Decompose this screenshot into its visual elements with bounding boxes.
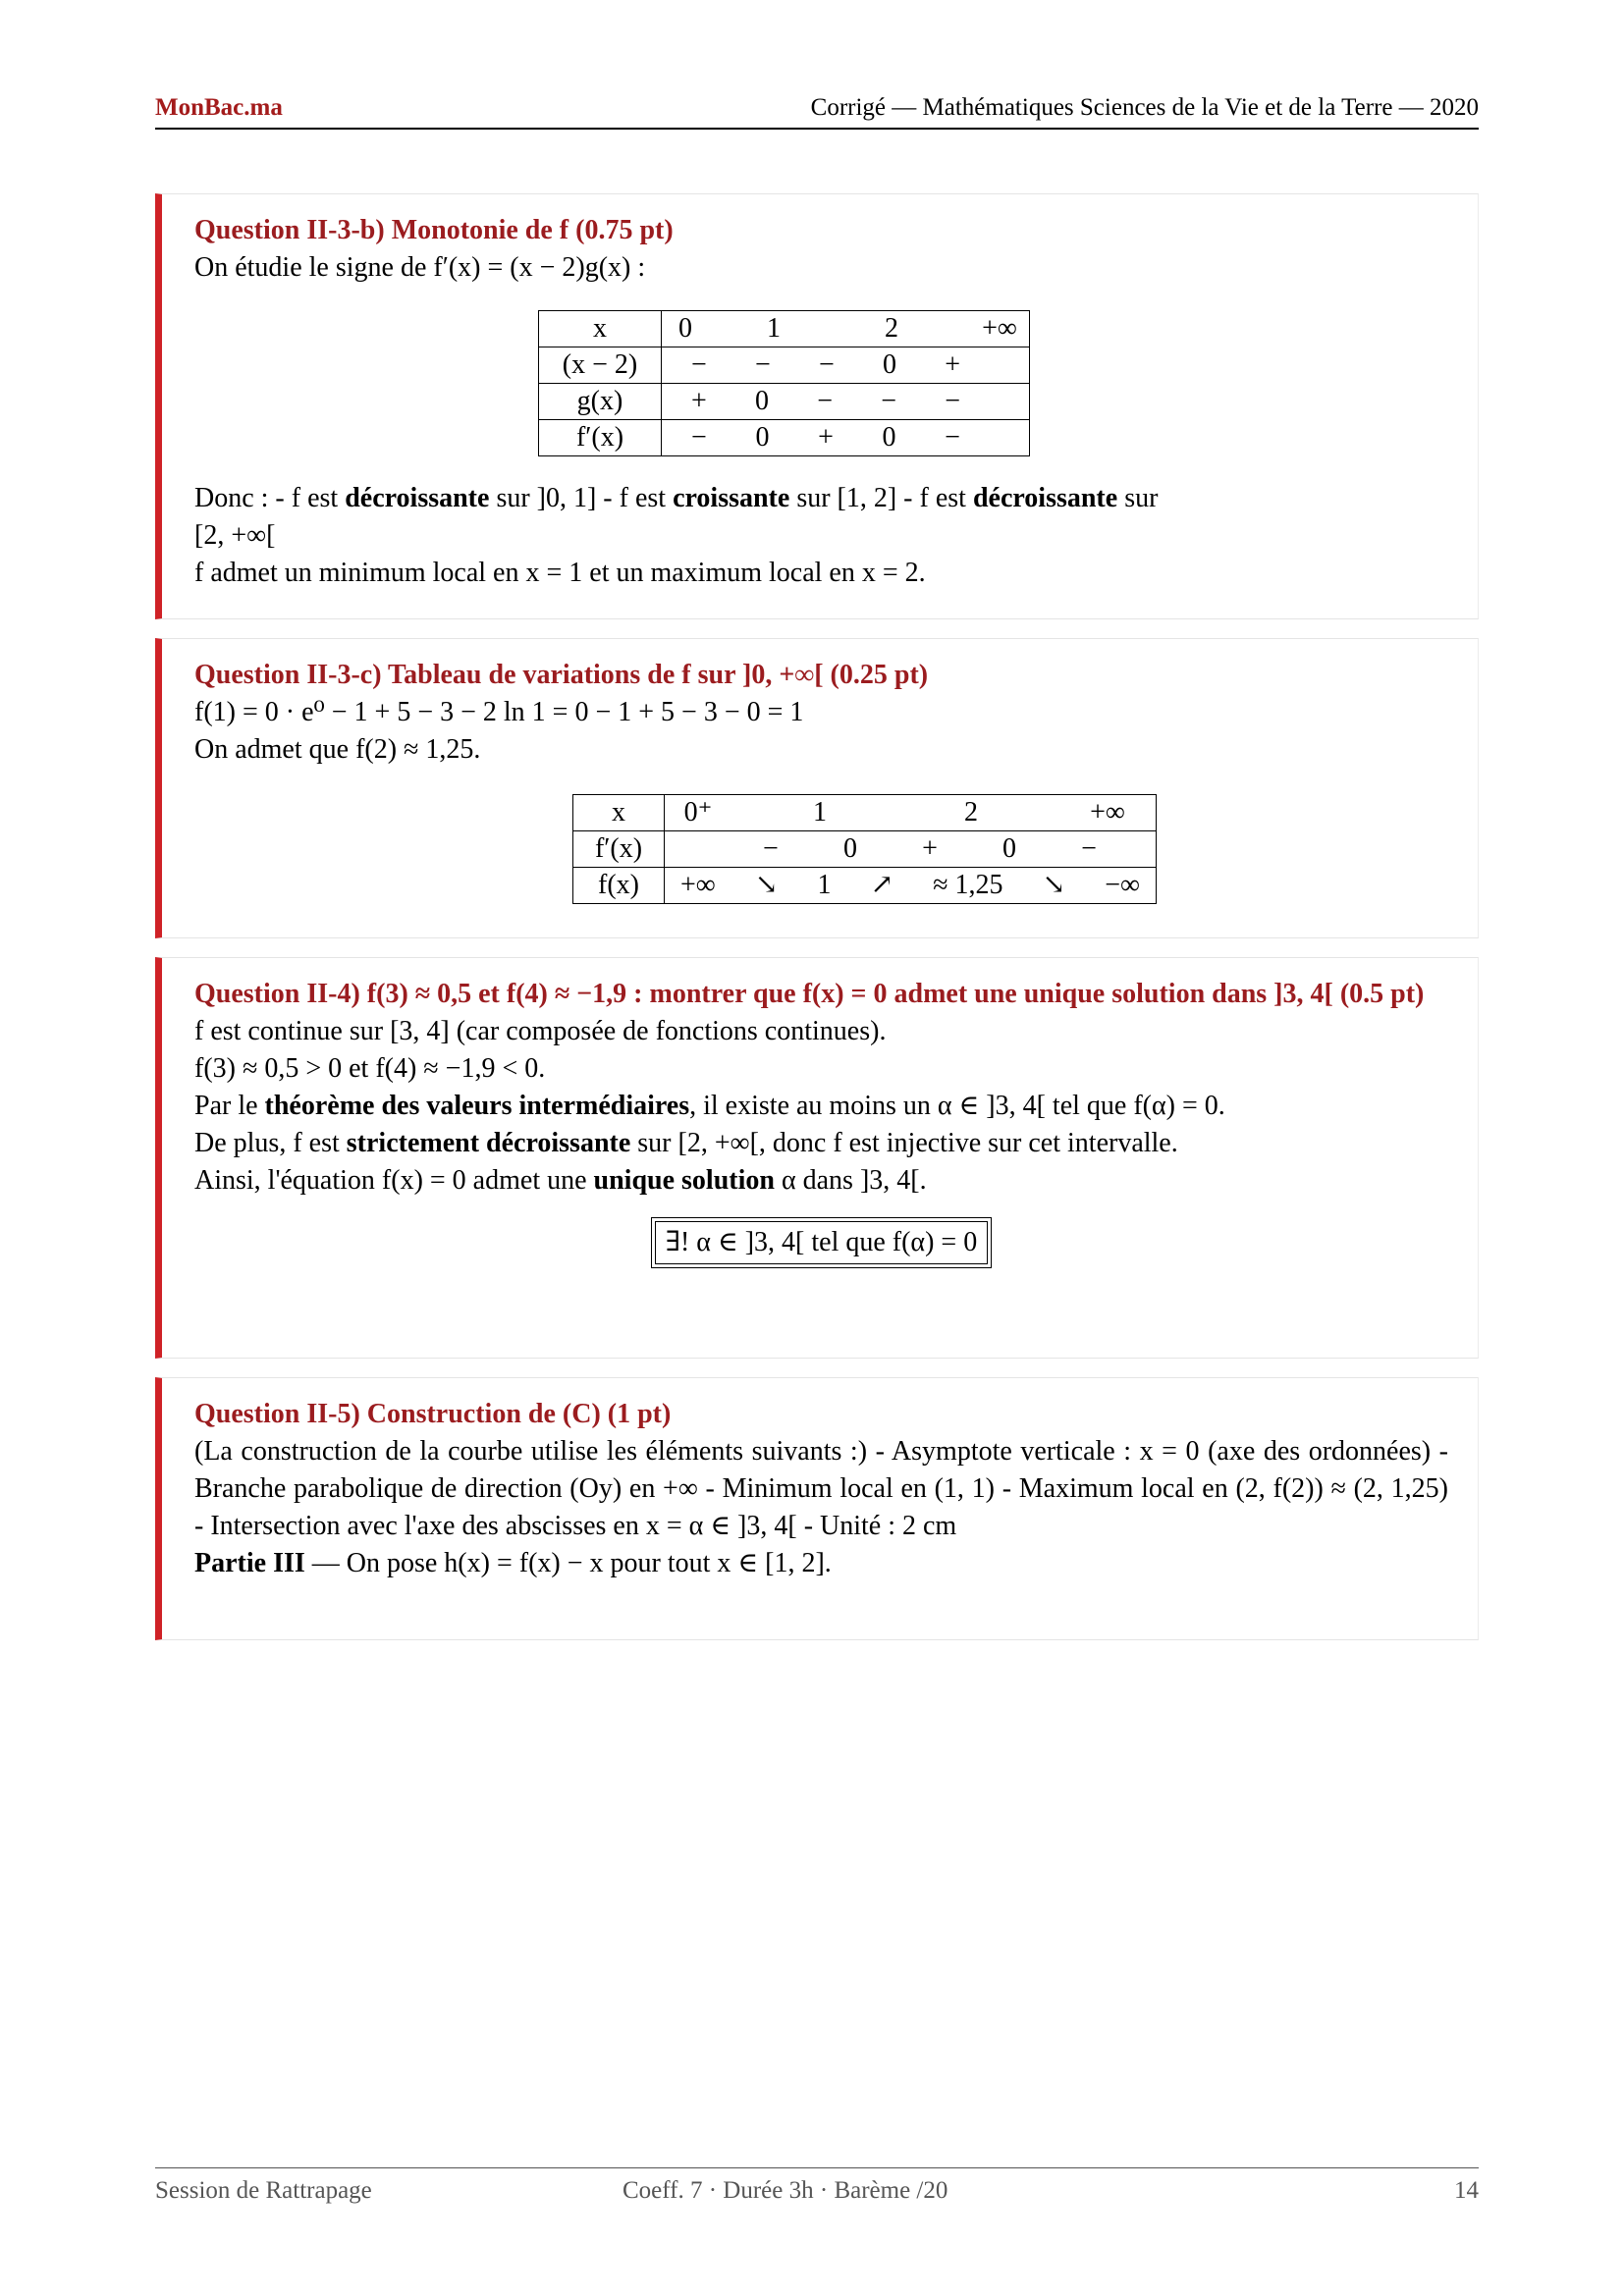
table-row xyxy=(539,347,1030,384)
row-label: f(x) xyxy=(573,868,665,904)
table-cell: x xyxy=(539,311,662,347)
table-cell: x xyxy=(573,795,665,831)
table-cell: 0 xyxy=(1002,833,1017,864)
question-box-unique-solution xyxy=(155,957,1479,1359)
question-title: Question II-3-c) Tableau de variations de f sur ]0, +∞[ (0.25 pt) xyxy=(194,660,929,690)
table-cell: +∞ xyxy=(982,313,1017,344)
question-title: Question II-5) Construction de (C) (1 pt) xyxy=(194,1399,672,1429)
table-cell: 0 xyxy=(755,422,770,453)
table-cell: + xyxy=(691,386,707,416)
table-cell: 1 xyxy=(817,870,832,900)
bold-term: décroissante xyxy=(345,483,490,513)
table-cell: 0⁺ xyxy=(683,797,713,828)
text-line xyxy=(194,1125,1448,1162)
table-cell: 0 xyxy=(882,422,896,453)
variation-table xyxy=(572,794,1157,904)
table-cell: 1 xyxy=(813,797,827,828)
question-box-construction xyxy=(155,1377,1479,1640)
table-cell: − xyxy=(763,833,779,864)
table-cell xyxy=(665,795,1157,831)
footer-session: Session de Rattrapage xyxy=(155,2177,372,2204)
table-cell: 1 xyxy=(767,313,781,344)
bold-term: théorème des valeurs intermédiaires xyxy=(264,1091,690,1121)
boxed-result-text: ∃! α ∈ ]3, 4[ tel que f(α) = 0 xyxy=(655,1221,988,1264)
brand-name: MonBac.ma xyxy=(155,94,283,121)
bold-term: croissante xyxy=(673,483,790,513)
table-cell: −∞ xyxy=(1105,870,1140,900)
part-three-line xyxy=(194,1545,1448,1582)
table-row xyxy=(573,868,1157,904)
bold-term: strictement décroissante xyxy=(346,1128,631,1158)
table-cell: + xyxy=(945,349,960,380)
question-box-variations xyxy=(155,638,1479,938)
conclusion-line xyxy=(194,480,1448,517)
question-box-monotonie xyxy=(155,193,1479,619)
boxed-result xyxy=(651,1217,992,1268)
table-cell: − xyxy=(1081,833,1097,864)
row-label: f′(x) xyxy=(539,420,662,456)
footer-divider xyxy=(155,2167,1479,2168)
text-span: , il existe au moins un α ∈ ]3, 4[ tel que f(α) = 0. xyxy=(689,1091,1225,1121)
table-cell: − xyxy=(755,349,771,380)
page-number: 14 xyxy=(1454,2177,1479,2204)
row-label: (x − 2) xyxy=(539,347,662,384)
question-title: Question II-3-b) Monotonie de f (0.75 pt) xyxy=(194,215,674,245)
question-intro: On étudie le signe de f′(x) = (x − 2)g(x) : xyxy=(194,252,646,283)
text-line xyxy=(194,1162,1448,1200)
table-cell xyxy=(665,868,1157,904)
part-label: Partie III xyxy=(194,1548,305,1578)
table-cell: − xyxy=(691,349,707,380)
table-cell xyxy=(662,420,1030,456)
table-cell: − xyxy=(881,386,896,416)
table-cell: +∞ xyxy=(680,870,716,900)
sign-table-header xyxy=(539,311,1030,347)
table-cell: − xyxy=(817,386,833,416)
bold-term: unique solution xyxy=(593,1165,775,1196)
decrease-arrow: ↘ xyxy=(1042,870,1066,900)
increase-arrow: ↗ xyxy=(870,870,894,900)
text-span: Par le xyxy=(194,1091,265,1121)
table-cell: +∞ xyxy=(1090,797,1125,828)
text-span: sur [1, 2] - f est xyxy=(789,483,973,513)
decrease-arrow: ↘ xyxy=(754,870,779,900)
table-cell: − xyxy=(819,349,835,380)
row-label: f′(x) xyxy=(573,831,665,868)
text-span: — On pose h(x) = f(x) − x pour tout x ∈ [1, 2]. xyxy=(304,1548,832,1578)
text-span: α dans ]3, 4[. xyxy=(774,1165,927,1196)
table-cell: 0 xyxy=(678,313,692,344)
sign-table xyxy=(538,310,1030,456)
row-label: g(x) xyxy=(539,384,662,420)
footer-info: Coeff. 7 · Durée 3h · Barème /20 xyxy=(623,2177,948,2204)
table-cell: − xyxy=(945,422,960,453)
text-span: Ainsi, l'équation f(x) = 0 admet une xyxy=(194,1165,594,1196)
table-cell: 2 xyxy=(885,313,898,344)
table-row xyxy=(539,420,1030,456)
table-cell: ≈ 1,25 xyxy=(933,870,1003,900)
table-cell xyxy=(665,831,1157,868)
table-cell xyxy=(662,311,1030,347)
construction-text: (La construction de la courbe utilise les éléments suivants :) - Asymptote verticale : x = 0 (axe des ordonnées) - Branche parabolique de direction (Oy) en +∞ - Minimum local en (1, 1) - Maximum local en (2, f(2)) ≈ (2, 1,25) - Intersection avec l'axe des abscisses en x = α ∈ ]3, 4[ - Unité : 2 cm xyxy=(194,1436,1448,1541)
bold-term: décroissante xyxy=(972,483,1118,513)
assumption-line: On admet que f(2) ≈ 1,25. xyxy=(194,734,481,765)
table-row xyxy=(573,831,1157,868)
question-title: Question II-4) f(3) ≈ 0,5 et f(4) ≈ −1,9 : montrer que f(x) = 0 admet une unique solution dans ]3, 4[ (0.5 pt) xyxy=(194,979,1425,1009)
variation-header xyxy=(573,795,1157,831)
boxed-result-wrapper xyxy=(194,1217,1448,1268)
table-cell: 0 xyxy=(755,386,769,416)
text-span: sur xyxy=(1117,483,1159,513)
text-span: sur ]0, 1] - f est xyxy=(489,483,674,513)
table-cell: 2 xyxy=(964,797,978,828)
computation-line: f(1) = 0 · e⁰ − 1 + 5 − 3 − 2 ln 1 = 0 − 1 + 5 − 3 − 0 = 1 xyxy=(194,697,804,727)
table-row xyxy=(539,384,1030,420)
text-span: sur [2, +∞[, donc f est injective sur cet intervalle. xyxy=(630,1128,1178,1158)
text-line xyxy=(194,1088,1448,1125)
table-cell: 0 xyxy=(883,349,896,380)
table-cell: − xyxy=(691,422,707,453)
conclusion-extrema: f admet un minimum local en x = 1 et un maximum local en x = 2. xyxy=(194,558,926,588)
page-header xyxy=(155,92,1479,130)
document-title: Corrigé — Mathématiques Sciences de la Vie et de la Terre — 2020 xyxy=(810,94,1479,121)
text-line: f(3) ≈ 0,5 > 0 et f(4) ≈ −1,9 < 0. xyxy=(194,1053,546,1084)
table-cell: − xyxy=(945,386,960,416)
table-cell xyxy=(662,384,1030,420)
conclusion-interval: [2, +∞[ xyxy=(194,520,276,551)
text-line: f est continue sur [3, 4] (car composée de fonctions continues). xyxy=(194,1016,887,1046)
table-cell: 0 xyxy=(842,833,857,864)
table-cell: + xyxy=(922,833,938,864)
table-cell: + xyxy=(818,422,834,453)
table-cell xyxy=(662,347,1030,384)
text-span: De plus, f est xyxy=(194,1128,347,1158)
text-span: Donc : - f est xyxy=(194,483,346,513)
